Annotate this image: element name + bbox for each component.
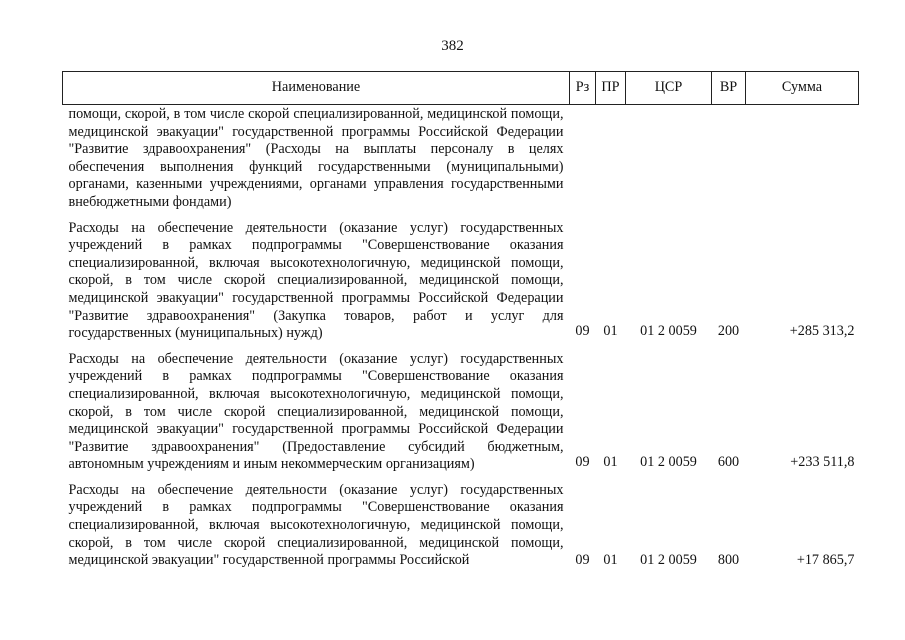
row-pr [596,105,626,220]
row-pr: 01 [603,552,618,569]
table-header-row [63,72,859,105]
header-name: Наименование [63,72,570,105]
budget-table [62,71,859,570]
row-vr: 800 [717,552,740,569]
header-rz: Рз [570,72,596,105]
row-csr: 01 2 0059 [640,323,697,340]
row-sum [746,105,859,220]
row-name: Расходы на обеспечение деятельности (оказание услуг) государственных учреждений в рамках подпрограммы "Совершенствование оказания специализированной, включая высокотехнологичную, медицинской помощи, скорой, в том числе скорой специализированной, медицинской помощи, медицинской эвакуации" государственной программы Российской Федерации "Развитие здравоохранения" (Предоставление субсидий бюджетным, автономным учреждениям и иным некоммерческим организациям) [68,350,564,473]
row-rz: 09 [575,552,590,569]
page-number: 382 [441,38,464,54]
row-name: Расходы на обеспечение деятельности (оказание услуг) государственных учреждений в рамках подпрограммы "Совершенствование оказания специализированной, включая высокотехнологичную, медицинской помощи, скорой, в том числе скорой специализированной, медицинской помощи, медицинской эвакуации" государственной программы Российской [68,481,564,569]
row-vr: 200 [717,323,740,340]
row-sum: +285 313,2 [789,323,855,340]
table-row [63,220,859,351]
header-csr: ЦСР [626,72,712,105]
row-pr: 01 [603,323,618,340]
row-name: помощи, скорой, в том числе скорой специализированной, медицинской помощи, медицинской эвакуации" государственной программы Российской Федерации "Развитие здравоохранения" (Расходы на выплаты персоналу в целях обеспечения выполнения функций государственными (муниципальными) органами, казенными учреждениями, органами управления государственными внебюджетными фондами) [68,106,564,210]
table-row [63,105,859,220]
row-sum: +17 865,7 [796,552,855,569]
row-csr: 01 2 0059 [640,552,697,569]
table-row [63,482,859,570]
row-rz [570,105,596,220]
row-vr [712,105,746,220]
header-vr: ВР [712,72,746,105]
row-csr [626,105,712,220]
header-pr: ПР [596,72,626,105]
row-rz: 09 [575,454,590,471]
row-rz: 09 [575,323,590,340]
row-csr: 01 2 0059 [640,454,697,471]
row-pr: 01 [603,454,618,471]
row-sum: +233 511,8 [790,454,855,471]
header-sum: Сумма [746,72,859,105]
row-vr: 600 [717,454,740,471]
row-name: Расходы на обеспечение деятельности (оказание услуг) государственных учреждений в рамках подпрограммы "Совершенствование оказания специализированной, включая высокотехнологичную, медицинской помощи, скорой, в том числе скорой специализированной, медицинской помощи, медицинской эвакуации" государственной программы Российской Федерации "Развитие здравоохранения" (Закупка товаров, работ и услуг для государственных (муниципальных) нужд) [68,219,564,342]
table-row [63,351,859,482]
